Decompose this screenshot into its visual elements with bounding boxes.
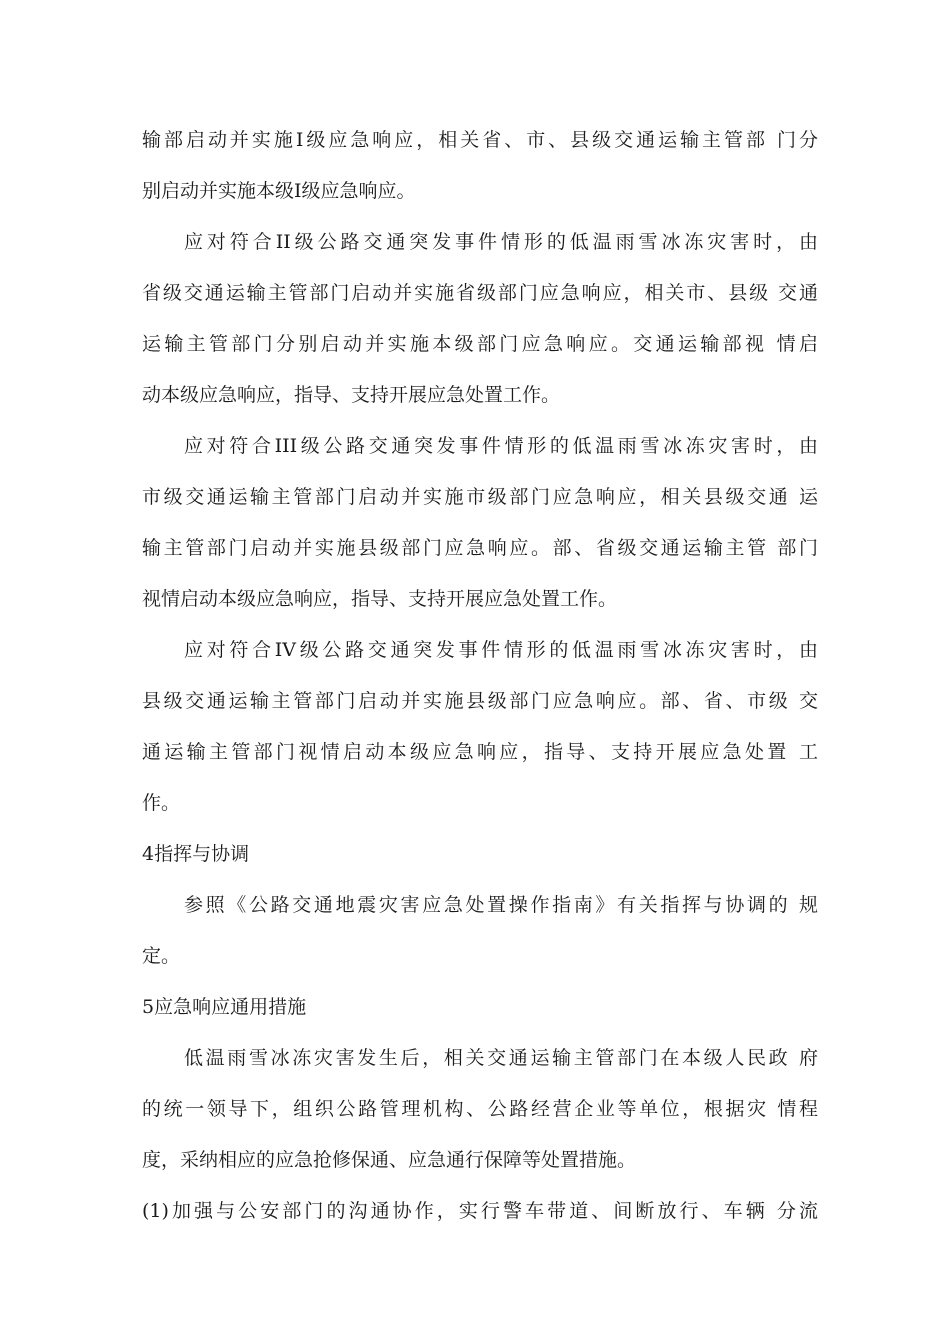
text-line: 作。 xyxy=(142,792,181,814)
text-line: 的统一领导下，组织公路管理机构、公路经营企业等单位，根据灾 情程 xyxy=(142,1098,818,1120)
text-line: 市级交通运输主管部门启动并实施市级部门应急响应，相关县级交通 运 xyxy=(142,486,818,508)
paragraph-first-line: 参照《公路交通地震灾害应急处置操作指南》有关指挥与协调的 规 xyxy=(184,894,818,916)
section-heading: 4指挥与协调 xyxy=(142,843,250,865)
paragraph-first-line: 应对符合IV级公路交通突发事件情形的低温雨雪冰冻灾害时，由 xyxy=(184,639,818,661)
text-line: 输部启动并实施Ⅰ级应急响应，相关省、市、县级交通运输主管部 门分 xyxy=(142,129,818,151)
paragraph-first-line: 应对符合II级公路交通突发事件情形的低温雨雪冰冻灾害时，由 xyxy=(184,231,818,253)
text-line: 通运输主管部门视情启动本级应急响应，指导、支持开展应急处置 工 xyxy=(142,741,818,763)
text-line: 省级交通运输主管部门启动并实施省级部门应急响应，相关市、县级 交通 xyxy=(142,282,818,304)
text-line: 度，采纳相应的应急抢修保通、应急通行保障等处置措施。 xyxy=(142,1149,637,1171)
paragraph-first-line: 应对符合III级公路交通突发事件情形的低温雨雪冰冻灾害时，由 xyxy=(184,435,818,457)
text-line: 县级交通运输主管部门启动并实施县级部门应急响应。部、省、市级 交 xyxy=(142,690,818,712)
list-item-line: (1)加强与公安部门的沟通协作，实行警车带道、间断放行、车辆 分流 xyxy=(142,1200,818,1222)
text-line: 动本级应急响应，指导、支持开展应急处置工作。 xyxy=(142,384,561,406)
section-heading: 5应急响应通用措施 xyxy=(142,996,307,1018)
text-line: 运输主管部门分别启动并实施本级部门应急响应。交通运输部视 情启 xyxy=(142,333,818,355)
text-line: 定。 xyxy=(142,945,181,967)
document-body xyxy=(142,115,818,1237)
text-line: 视情启动本级应急响应，指导、支持开展应急处置工作。 xyxy=(142,588,618,610)
paragraph-first-line: 低温雨雪冰冻灾害发生后，相关交通运输主管部门在本级人民政 府 xyxy=(184,1047,818,1069)
text-line: 别启动并实施本级Ⅰ级应急响应。 xyxy=(142,180,416,202)
text-line: 输主管部门启动并实施县级部门应急响应。部、省级交通运输主管 部门 xyxy=(142,537,818,559)
